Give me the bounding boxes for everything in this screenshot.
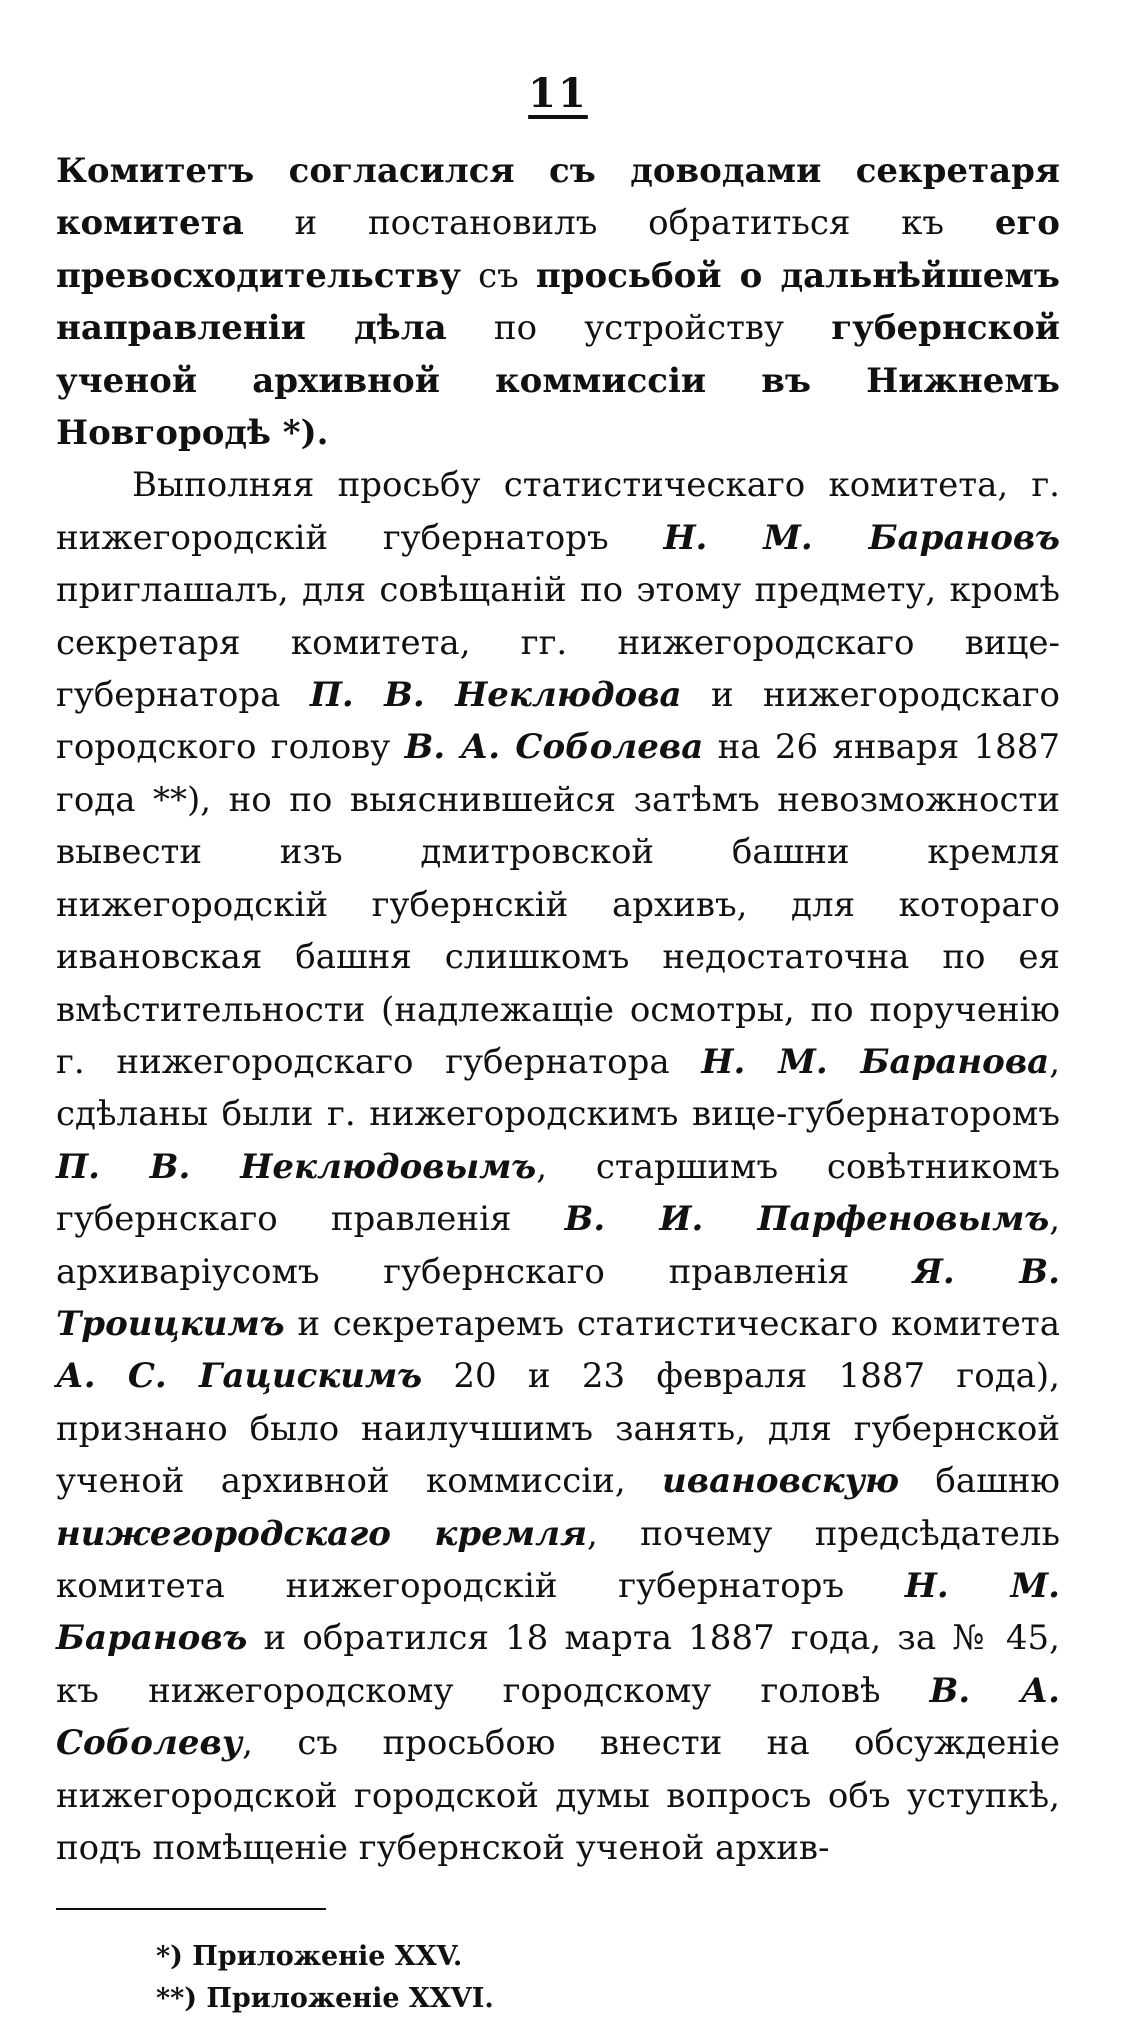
text-run: и секретаремъ статистическаго комитета	[284, 1303, 1060, 1344]
text-run: по устройству	[446, 308, 832, 349]
text-run: , архиваріусомъ губернскаго правленія	[56, 1199, 1060, 1292]
place-name: нижегородскаго кремля	[56, 1513, 588, 1554]
person-name: Н. М. Барановъ	[56, 1565, 1060, 1659]
text-run: и обратился 18 марта 1887 года, за № 45, къ нижегородскому городскому головѣ	[56, 1618, 1060, 1711]
person-name: Н. М. Барановъ	[663, 517, 1060, 558]
text-bold: его превосходительству	[56, 203, 1060, 296]
person-name: В. И. Парфеновымъ	[564, 1199, 1050, 1240]
text-run: , съ просьбою внести на обсужденіе нижегородской городской думы вопросъ объ уступкѣ, подъ помѣщеніе губернской ученой архив-	[56, 1723, 1060, 1868]
person-name: А. С. Гацискимъ	[56, 1356, 423, 1397]
text-bold: Комитетъ согласился съ доводами секретаря комитета	[56, 151, 1060, 244]
place-name: ивановскую	[662, 1461, 900, 1502]
page-number: 11	[528, 70, 588, 117]
text-run: Выполняя просьбу статистическаго комитета, г. нижегородскій губернаторъ	[56, 465, 1060, 558]
document-page	[56, 70, 1060, 2020]
footnote-divider	[56, 1908, 326, 1910]
text-bold: губернской ученой архивной коммиссіи въ Нижнемъ Новгородѣ	[56, 308, 1060, 454]
text-run: , почему предсѣдатель комитета нижегородскій губернаторъ	[56, 1513, 1060, 1606]
person-name: В. А. Соболеву	[56, 1670, 1060, 1764]
person-name: Н. М. Баранова	[701, 1041, 1050, 1082]
person-name: Я. В. Троицкимъ	[56, 1251, 1060, 1344]
text-run: башню	[899, 1461, 1061, 1502]
text-run: приглашалъ, для совѣщаній по этому предмету, кромѣ секретаря комитета, гг. нижегородскаго вице-губернатора	[56, 570, 1060, 716]
text-run: , сдѣланы были г. нижегородскимъ вице-губернаторомъ	[56, 1041, 1061, 1135]
person-name: П. В. Неклюдова	[309, 675, 682, 716]
paragraph-committee-decision	[56, 145, 1060, 459]
paragraph-governor-request	[56, 459, 1060, 1874]
text-run: на 26 января 1887 года **), но по выяснившейся затѣмъ невозможности вывести изъ дмитровской башни кремля нижегородскій губернскій архивъ, для котораго ивановская башня слишкомъ недостаточна по ея вмѣстительности (надлежащіе осмотры, по порученію г. нижегородскаго губернатора	[56, 727, 1060, 1082]
text-run: 20 и 23 февраля 1887 года), признано было наилучшимъ занять, для губернской ученой архивной коммиссіи,	[56, 1356, 1060, 1502]
footnotes	[56, 1936, 1060, 2020]
text-run: съ	[461, 255, 536, 296]
text-run: , старшимъ совѣтникомъ губернскаго правленія	[56, 1146, 1061, 1240]
person-name: П. В. Неклюдовымъ	[56, 1146, 537, 1187]
person-name: В. А. Соболева	[404, 727, 704, 768]
footnote-1: *) Приложеніе XXV.	[156, 1941, 463, 1973]
text-run: и постановилъ обратиться къ	[243, 203, 995, 244]
text-bold: просьбой о дальнѣйшемъ направленіи дѣла	[56, 255, 1060, 349]
footnote-mark: *).	[270, 413, 329, 454]
text-run: и нижегородскаго городского голову	[56, 675, 1061, 768]
footnote-2: **) Приложеніе XXVI.	[156, 1983, 494, 2015]
